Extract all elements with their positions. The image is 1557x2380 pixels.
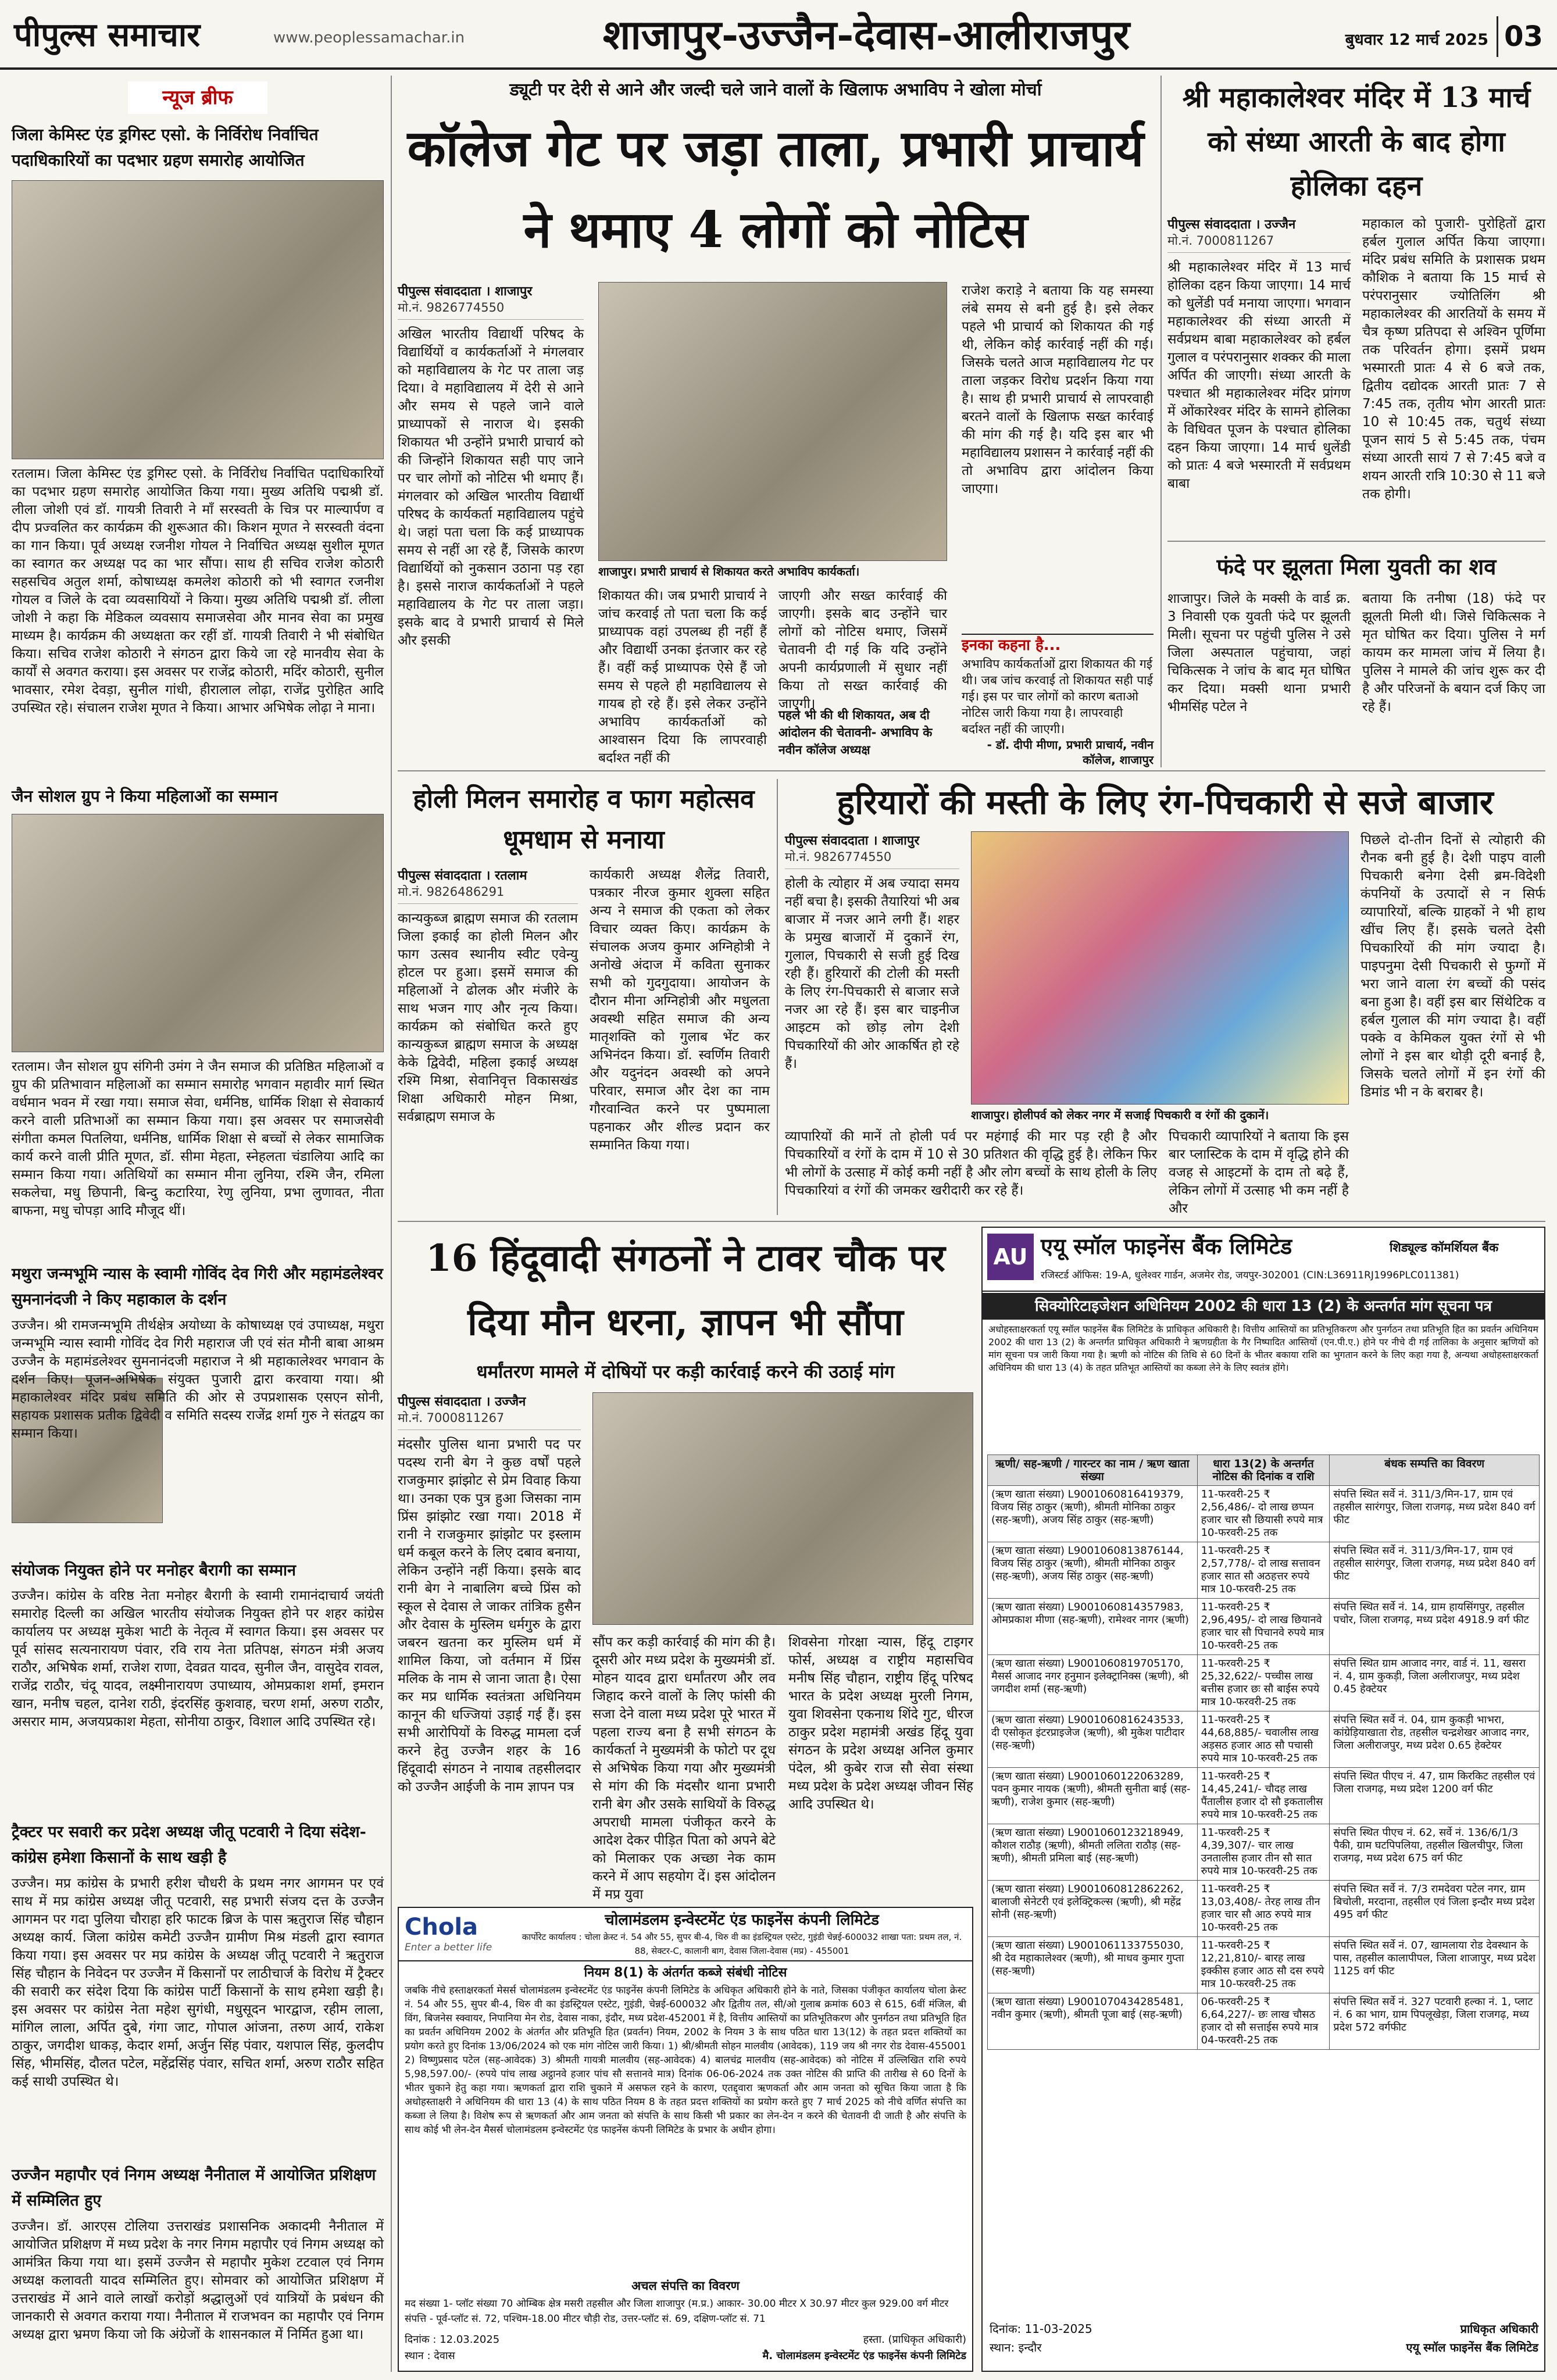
holi-milan-byline [398,866,578,907]
page-number: 03 [1497,16,1549,57]
table-row: (ऋण खाता संख्या) L9001060812862262, बालाजी सेनेटरी एवं इलेक्ट्रिकल्स (ऋणी), श्री महेंद्र सोनी (सह-ऋणी) 11-फरवरी-25 ₹ 13,03,408/- तेरह लाख तीन हजार चार सौ आठ रुपये मात्र 10-फरवरी-25 तक संपत्ति स्थित सर्वे नं. 7/3 रामदेवरा पटेल नगर, ग्राम बिचोली, मरदाना, तहसील एवं जिला इन्दौर मध्य प्रदेश 495 वर्ग फीट [988,1881,1540,1937]
chola-place: स्थान : देवास [405,2350,455,2362]
holi-milan-col-1: कान्यकुब्ज ब्राह्मण समाज की रतलाम जिला इकाई का होली मिलन और फाग उत्सव स्थानीय स्वीट एवेन्यु होटल पर हुआ। इसमें समाज की महिलाओं ने ढोलक और मंजीरे के साथ भजन गाए और नृत्य किया। कार्यक्रम को संबोधित करते हुए कान्यकुब्ज ब्राह्मण समाज के अध्यक्ष केके द्विवेदी, महिला इकाई अध्यक्ष रश्मि मिश्रा, सेवानिवृत्त विकासखंड शिक्षा अधिकारी मोहन मिश्रा, सर्वब्राह्मण समाज के [398,911,578,1124]
au-bank-footer-date: दिनांक: 11-03-2025 [990,2322,1092,2336]
chola-company-sign: मै. चोलामंडलम इन्वेस्टमेंट एंड फाइनेंस कंपनी लिमिटेड [762,2350,966,2362]
masthead-date: बुधवार 12 मार्च 2025 [1345,31,1488,49]
woman-story [1167,549,1545,764]
brief-photo-jain [12,814,384,1052]
lead-photo [598,282,947,561]
lead-byline [398,282,584,323]
tower-chowk-story [398,1227,973,1901]
au-bank-footer-place: स्थान: इन्दौर [990,2340,1042,2354]
lead-photo-caption: शाजापुर। प्रभारी प्राचार्य से शिकायत करते अभाविप कार्यकर्ता। [598,564,860,578]
brief-body-chemist: रतलाम। जिला केमिस्ट एंड ड्रगिस्ट एसो. के निर्विरोध निर्वाचित पदाधिकारियों का पदभार ग्रहण समारोह आयोजित किया गया। मुख्य अतिथि पद्मश्री डॉ. लीला जोशी एवं डॉ. गायत्री तिवारी ने माँ सरस्वती के चित्र पर माल्यार्पण व दीप प्रज्वलित कर कार्यक्रम की शुरूआत की। किशन मूणत ने सरस्वती वंदना का गान किया। पूर्व अध्यक्ष रजनीश गोयल ने निर्वाचित अध्यक्ष सुशील मूणत का स्वागत कर अध्यक्ष पद का भार सौंपा। साथ ही सचिव राजेश कोठारी सहसचिव अतुल शर्मा, कोषाध्यक्ष कमलेश कोठारी को भी स्वागत रजनीश गोयल व जिले के दवा व्यवसायियों ने किया। मुख्य अतिथि पद्मश्री डॉ. लीला जोशी ने कहा कि मेडिकल व्यवसाय समाजसेवा और मानव सेवा का प्रमुख माध्यम है। कार्यक्रम की अध्यक्षता कर रहीं डॉ. गायत्री तिवारी ने भी संबोधित किया। सचिव राजेश कोठारी ने संगठन द्वारा किये जा रहे मानवीय सेवा के कार्यों से अवगत कराया। इस अवसर पर राजेंद्र कोठारी, मदिंर कोठारी, सुनील भावसार, रमेश देवड़ा, सुनील गांधी, हीरालाल लोढ़ा, राजेंद्र पुरोहित आदि उपस्थित रहे। संचालन राजेश मूणत ने किया। आभार अभिषेक लोढ़ा ने माना। [12,466,384,716]
chola-logo: Chola [405,1914,478,1941]
table-row: (ऋण खाता संख्या) L9001061133755030, श्री देव महाकालेश्वर (ऋणी), श्री माधव कुमार गुप्ता (सह-ऋणी) 11-फरवरी-25 ₹ 12,21,810/- बारह लाख इक्कीस हजार आठ सौ दस रुपये मात्र 10-फरवरी-25 तक संपत्ति स्थित सर्वे नं. 07, खामलाया रोड देवस्थान के पास, तहसील कालापीपल, जिला शाजापुर, मध्य प्रदेश 1125 वर्ग फीट [988,1937,1540,1993]
chola-property: मद संख्या 1- प्लॉट संख्या 70 ओम्बिक क्षेत्र मसरी तहसील और जिला शाजापुर (म.प्र.) आकार- 30.00 मीटर X 30.97 मीटर कुल 929.00 वर्ग मीटर संपत्ति - पूर्व-प्लॉट सं. 72, पश्चिम-18.00 मीटर चौड़ी रोड, उत्तर-प्लॉट सं. 69, दक्षिण-प्लॉट सं. 71 [405,2298,949,2325]
mahakal-byline [1167,215,1351,256]
huriyare-photo [971,831,1349,1105]
news-brief-column [12,76,384,2372]
lead-col-1: अखिल भारतीय विद्यार्थी परिषद के विद्यार्थियों व कार्यकर्ताओं ने मंगलवार को महाविद्यालय के गेट पर ताला जड़ दिया। वे महाविद्यालय में देरी से आने और समय से पहले जाने वाले प्राध्यापकों से नाराज थे। इसकी शिकायत भी उन्होंने प्रभारी प्राचार्य को की जिन्होंने शिकायत सही पाए जाने पर चार लोगों को नोटिस भी थमाए हैं। मंगलवार को अखिल भारतीय विद्यार्थी परिषद के कार्यकर्ता महाविद्यालय पहुंचे थे। जहां पता चला कि कई प्राध्यापक समय से नहीं आ रहे हैं, जिसके कारण विद्यार्थियों को नुकसान उठाना पड़ रहा है। इससे नाराज कार्यकर्ताओं ने पहले महाविद्यालय के गेट पर ताला जड़ा। इसके बाद वे प्रभारी प्राचार्य से मिले और इसकी [398,327,584,648]
mahakal-col-1: श्री महाकालेश्वर मंदिर में 13 मार्च होलिका दहन किया जाएगा। 14 मार्च को धुलेंडी पर्व मनाया जाएगा। भगवान महाकालेश्वर की संध्या आरती में सर्वप्रथम बाबा महाकालेश्वर को हर्बल गुलाल व परंपरानुसार शक्कर की माला अर्पित की जाएगी। संध्या आरती के पश्चात श्री महाकालेश्वर मंदिर प्रांगण में ओंकारेश्वर मंदिर के सामने होलिका के विधिवत पूजन के पश्चात होलिका दहन किया जाएगा। 14 मार्च धुलेंडी को प्रातः 4 बजे भस्मारती में सर्वप्रथम बाबा [1167,260,1351,491]
brief-body-mayor: उज्जैन। डॉ. आरएस टोलिया उत्तराखंड प्रशासनिक अकादमी नैनीताल में आयोजित प्रशिक्षण में मध्य प्रदेश के नगर निगम महापौर एवं निगम अध्यक्ष को आमंत्रित किया गया था। इसमें उज्जैन से महापौर मुकेश टटवाल एवं निगम अध्यक्ष कलावती यादव सम्मिलित हुए। सोमवार को आयोजित प्रशिक्षण में उत्तराखंड में आने वाले लाखों करोड़ों श्रद्धालुओं एवं यात्रियों के प्रबंधन की जानकारी से अवगत कराया गया। नैनीताल में राजभवन का महापौर एवं निगम अध्यक्ष द्वारा भ्रमण किया जो कि अंग्रेजों के शासनकाल में निर्मित हुआ था। [12,2219,384,2342]
chola-rule: नियम 8(1) के अंतर्गत कब्जे संबंधी नोटिस [584,1966,787,1980]
mahakal-story [1167,76,1545,535]
lead-col-3: जाएगी और सख्त कार्रवाई की जाएगी। इसके बाद उन्होंने चार लोगों को नोटिस थमाए, जिसमें चेतावनी दी गई कि यदि उन्होंने अपनी कार्यप्रणाली में सुधार नहीं किया तो सख्त कार्रवाई की जाएगी। [779,588,947,712]
mahakal-col-2: महाकाल को पुजारी- पुरोहितों द्वारा हर्बल गुलाल अर्पित किया जाएगा। मंदिर प्रबंध समिति के प्रशासक प्रथम कौशिक ने बताया कि 15 मार्च से परंपरानुसार ज्योतिलिंग श्री महाकालेश्वर की आरतियों के समय में चैत्र कृष्ण प्रतिपदा से अश्विन पूर्णिमा तक परिवर्तन होगा। इसमें प्रथम भस्मारती प्रातः 4 से 6 बजे तक, द्वितीय दद्योदक आरती प्रातः 7 से 7:45 तक, तृतीय भोग आरती प्रातः 10 से 10:45 तक, चतुर्थ संध्या पूजन सायं 5 से 5:45 तक, पंचम संध्या आरती सायं 7 से 7:45 बजे व शयन आरती रात्रि 10:30 से 11 बजे तक होगी। [1362,216,1545,502]
woman-col-2: बताया कि तनीषा (18) फंदे पर झूलती मिली थी। जिसे चिकित्सक ने मृत घोषित कर दिया। पुलिस ने मर्ग कायम कर मामला जांच में लिया है। पुलिस ने मामले की जांच शुरू कर दी है और परिजनों के बयान दर्ज किए जा रहे हैं। [1362,591,1545,714]
holi-milan-headline: होली मिलन समारोह व फाग महोत्सव धूमधाम से मनाया [413,784,755,855]
lead-box-body: अभाविप कार्यकर्ताओं द्वारा शिकायत की गई थी। जब जांच करवाई तो शिकायत सही पाई गई। इस पर चार लोगों को कारण बताओ नोटिस जारी किया गया है। लापरवाही बर्दाश्त नहीं की जाएगी। [962,657,1153,736]
table-row: (ऋण खाता संख्या) L9001060123218949, कौशल राठौड़ (ऋणी), श्रीमती ललिता राठौड़ (सह-ऋणी), श्रीमती प्रमिला बाई (सह-ऋणी) 11-फरवरी-25 ₹ 4,39,307/- चार लाख उनतालीस हजार तीन सौ सात रुपये मात्र 10-फरवरी-25 तक संपत्ति स्थित पीएच नं. 62, सर्वे नं. 136/6/1/3 पैकी, ग्राम घटपिपलिया, तहसील खिलचीपुर, जिला राजगढ़, मध्य प्रदेश 675 वर्ग फीट [988,1824,1540,1881]
chola-tagline: Enter a better life [405,1942,492,1953]
huriyare-photo-caption: शाजापुर। होलीपर्व को लेकर नगर में सजाई पिचकारी व रंगों की दुकानें। [971,1108,1269,1122]
tower-chowk-col-1: मंदसौर पुलिस थाना प्रभारी पद पर पदस्थ रानी बेग ने कुछ वर्षों पहले राजकुमार झांझोट से प्रेम विवाह किया था। उनका एक पुत्र हुआ जिसका नाम प्रिंस झांझोट रखा गया। 2018 में रानी ने राजकुमार झांझोट पर इस्लाम धर्म कबूल करने के लिए दबाव बनाया, लेकिन उन्होंने नहीं किया। इसके बाद रानी बेग ने नाबालिग बच्चे प्रिंस को स्कूल से देवास ले जाकर तांत्रिक हुसैन और देवास के मुस्लिम धर्मगुरु के द्वारा जबरन खतना कर मुस्लिम धर्म में शामिल किया, जो वर्तमान में प्रिंस मलिक के नाम से जाना जाता है। ऐसा कर मप्र धार्मिक स्वतंत्रता अधिनियम कानून की धज्जियां उड़ाई गई हैं। इस सभी आरोपियों के विरुद्ध मामला दर्ज करने हेतु उज्जैन शहर के 16 हिंदूवादी संगठन ने नायाब तहसीलदार को उज्जैन आईजी के नाम ज्ञापन पत्र [398,1437,581,1795]
news-brief-label: न्यूज ब्रीफ [128,81,267,114]
tower-chowk-byline [398,1392,581,1433]
chola-header [399,1908,972,1961]
brief-body-bairagi: उज्जैन। कांग्रेस के वरिष्ठ नेता मनोहर बैरागी के स्वामी रामानंदाचार्य जयंती समारोह दिल्ली का अखिल भारतीय संयोजक नियुक्त होने पर शहर कांग्रेस कार्यालय पर अध्यक्ष मुकेश भाटी के नेतृत्व में स्वागत किया। इस अवसर पर पूर्व सांसद सत्यनारायण पंवार, रवि राय नेता प्रतिपक्ष, संगठन मंत्री अजय राठौर, अभिषेक शर्मा, राजेश राणा, देवव्रत यादव, सुनील जैन, वासुदेव रावल, राजेंद्र राठौर, चंदू यादव, लक्ष्मीनारायण उपाध्याय, ओमप्रकाश शर्मा, इमरान खान, मनीष चहल, दानेश राठी, इंदरसिंह कुशवाह, चरण शर्मा, अरुण राठौर, असरार माम, अजयप्रकाश मेहता, सोनीया ठाकुर, विशाल आदि उपस्थित रहे। [12,1588,384,1729]
huriyare-byline-name: पीपुल्स संवाददाता । शाजापुर [785,834,920,848]
chola-officer: हस्ता. (प्राधिकृत अधिकारी) [863,2333,966,2346]
au-col-notice: धारा 13(2) के अन्तर्गत नोटिस की दिनांक व राशि [1197,1455,1330,1486]
tower-chowk-byline-name: पीपुल्स संवाददाता । उज्जैन [398,1395,526,1409]
brief-headline-mayor: उज्जैन महापौर एवं निगम अध्यक्ष नैनीताल में आयोजित प्रशिक्षण में सम्मिलित हुए [12,2166,376,2210]
tower-chowk-photo [592,1392,973,1625]
brief-body-mathura: उज्जैन। श्री रामजन्मभूमि तीर्थक्षेत्र अयोध्या के कोषाध्यक्ष एवं उपाध्यक्ष, मथुरा जन्मभूमि न्यास स्वामी गोविंद देव गिरी महाराज जी एवं संत मौनी बाबा आश्रम उज्जैन के महामंडलेश्वर सुमनानंदजी महाराज ने श्री महाकालेश्वर भगवान के दर्शन किए। पूजन-अभिषेक संयुक्त पुजारी द्वारा करवाया गया। श्री महाकालेश्वर मंदिर प्रबंध समिति की ओर से उपप्रशासक एसएन सोनी, सहायक प्रशासक प्रतीक द्विवेदी व समिति सदस्य राजेंद्र शर्मा गुरु ने संतद्वय का सम्मान किया। [12,1318,384,1441]
lead-byline-name: पीपुल्स संवाददाता । शाजापुर [398,284,533,299]
tower-chowk-col-2: सौंप कर कड़ी कार्रवाई की मांग की है। दूसरी ओर मध्य प्रदेश के मुख्यमंत्री डॉ. मोहन यादव द्वारा धर्मांतरण और लव जिहाद करने वालों के लिए फांसी की सजा देने वाला मध्य प्रदेश पूरे भारत में पहला राज्य बना है सभी संगठन के कार्यकर्ता ने मुख्यमंत्री के फोटो पर दूध से अभिषेक किया गया और मुख्यमंत्री से मांग की कि मंदसौर थाना प्रभारी रानी बेग और उसके साथियों के विरुद्ध अपराधी मामला पंजीकृत करने के आदेश देकर पीड़ित पिता को अपने बेटे को मिलाकर एक अच्छा नेक काम करने में आप सहयोग दें। इस आंदोलन में मप्र युवा [592,1635,776,1902]
table-row: (ऋण खाता संख्या) L9001070434285481, नवीन कुमार (ऋणी), श्रीमती पूजा बाई (सह-ऋणी) 06-फरवरी-25 ₹ 6,64,227/- छः लाख चौसठ हजार दो सौ सत्ताईस रुपये मात्र 04-फरवरी-25 तक संपत्ति स्थित सर्वे नं. 327 पटवारी हल्का नं. 1, प्लाट नं. 6 का भाग, ग्राम पिपलूखेड़ा, जिला राजगढ़, मध्य प्रदेश 572 वर्गफीट [988,1993,1540,2050]
au-col-borrower: ऋणी/ सह-ऋणी / गारन्टर का नाम / ऋण खाता संख्या [988,1455,1198,1486]
huriyare-headline: हुरियारों की मस्ती के लिए रंग-पिचकारी से सजे बाजार [837,782,1494,822]
au-bank-footer-officer: प्राधिकृत अधिकारी [1460,2322,1538,2336]
chola-date: दिनांक : 12.03.2025 [405,2333,500,2346]
lead-story [398,76,1154,767]
au-bank-tag: शिड्यूल्ड कॉमर्शियल बैंक [1390,1241,1499,1255]
masthead-logo[interactable]: पीपुल्स समाचार [14,16,201,54]
au-bank-footer-bank: एयू स्मॉल फाइनेंस बैंक लिमिटेड [1406,2340,1538,2354]
lead-quote: पहले भी की थी शिकायत, अब दी आंदोलन की चेतावनी- अभाविप के नवीन कॉलेज अध्यक्ष [779,708,933,757]
woman-col-1: शाजापुर। जिले के मक्सी के वार्ड क्र. 3 निवासी एक युवती फंदे पर झूलती मिली। सूचना पर पहुंची पुलिस ने उसे जिला अस्पताल पहुंचाया, जहां चिकित्सक ने जांच के बाद मृत घोषित कर दिया। मक्सी थाना प्रभारी भीमसिंह पटेल ने [1167,591,1351,714]
column-divider-right [1160,76,1162,767]
au-bank-table [987,1455,1540,2050]
chola-property-title: अचल संपत्ति का विवरण [631,2279,740,2293]
chola-name: चोलामंडलम इन्वेस्टमेंट एंड फाइनेंस कंपनी लिमिटेड [605,1911,879,1929]
divider-woman-story [1167,541,1545,542]
woman-headline: फंदे पर झूलता मिला युवती का शव [1216,553,1497,580]
au-bank-table-header [988,1455,1540,1486]
au-bank-office: रजिस्टर्ड ऑफिस: 19-A, धुलेश्वर गार्डन, अजमेर रोड, जयपुर-302001 (CIN:L36911RJ1996PLC011381) [1041,1270,1459,1281]
huriyare-col-1: होली के त्योहार में अब ज्यादा समय नहीं बचा है। इसकी तैयारियां भी अब बाजार में नजर आने लगी हैं। शहर के प्रमुख बाजारों में दुकानें रंग, गुलाल, पिचकारी से सजी हुई दिख रही हैं। हुरियारों की टोली की मस्ती के लिए रंग-पिचकारी से बाजार सजे नजर आ रहे हैं। इस बार चाइनीज आइटम को छोड़ लोग देशी पिचकारियों की ओर आकर्षित हो रहे हैं। [785,876,959,1071]
masthead [0,0,1557,70]
huriyare-byline [785,831,959,872]
au-bank-notice-title: सिक्योरिटाइजेशन अधिनियम 2002 की धारा 13 (2) के अन्तर्गत मांग सूचना पत्र [983,1293,1544,1320]
au-col-property: बंधक सम्पत्ति का विवरण [1330,1455,1540,1486]
brief-headline-mathura: मथुरा जन्मभूमि न्यास के स्वामी गोविंद देव गिरी और महामंडलेश्वर सुमनानंदजी ने किए महाकाल के दर्शन [12,1265,383,1309]
brief-headline-bairagi: संयोजक नियुक्त होने पर मनोहर बैरागी का सम्मान [12,1561,296,1579]
lead-headline: कॉलेज गेट पर जड़ा ताला, प्रभारी प्राचार्य ने थमाए 4 लोगों को नोटिस [407,119,1144,259]
tower-chowk-col-3: शिवसेना गोरक्षा न्यास, हिंदू टाइगर फोर्स, अध्यक्ष व राष्ट्रीय महासचिव मनीष सिंह चौहान, राष्ट्रीय हिंदू परिषद भारत के प्रदेश अध्यक्ष मुरली निगम, युवा शिवसेना एकनाथ शिंदे गुट, धीरज ठाकुर प्रदेश महामंत्री अखंड हिंदू युवा संगठन के प्रदेश अध्यक्ष अनिल कुमार पंदेल, श्री कुबेर राज सौ सेवा संस्था मध्य प्रदेश के प्रदेश अध्यक्ष जीवन सिंह आदि उपस्थित थे। [788,1635,973,1812]
chola-body: जबकि नीचे हस्ताक्षरकर्ता मेसर्स चोलामंडलम इन्वेस्टमेंट एंड फाइनेंस कंपनी लिमिटेड के अधिकृत अधिकारी होने के नाते, जिसका पंजीकृत कार्यालय चोला क्रेस्ट नं. 54 और 55, सुपर बी-4, थिरु वी का इंडस्ट्रियल एस्टेट, गुइंडी, चेन्नई-600032 और द्वितीय तल, सी/ओ गुलाब क्रमांक 603 से 615, 6वीं मंजिल, बी विंग, बिजनेस स्क्वायर, निपानिया मेन रोड, देवास नाका, इंदौर, मध्य प्रदेश-452001 में है, वित्तीय आस्तियों का प्रतिभूतिकरण और पुनर्गठन तथा प्रतिभूति हित का प्रवर्तन अधिनियम 2002 के अंतर्गत और प्रतिभूति हित (प्रवर्तन) नियम, 2002 के नियम 3 के साथ पठित धारा 13(12) के तहत प्रदत्त शक्तियों का प्रयोग करते हुए दिनांक 13/06/2024 को एक मांग नोटिस जारी किया। 1) श्री/श्रीमती सोहन मालवीय (आवेदक), 119 जय श्री नगर रोड देवास-455001 2) विष्णुप्रसाद पटेल (सह-आवेदक) 3) श्रीमती गायत्री मालवीय (सह-आवेदक) 4) बालचंद्र मालवीय (सह-आवेदक) को नोटिस में उल्लिखित राशि रुपये 5,98,597.00/- (रुपये पांच लाख अट्ठानवे हजार पांच सौ सत्तानवे मात्र) दिनांक 06-06-2024 तक उक्त नोटिस की प्राप्ति की तारीख से 60 दिनों के भीतर चुकाने हेतु कहा गया। ऋणकर्ता द्वारा राशि चुकाने में असफल रहने के कारण, एतद्द्वारा ऋणकर्ता और आम जनता को सूचित किया जाता है कि अधोहस्ताक्षरी ने अधिनियम की धारा 13 (4) के साथ पठित नियम 8 के तहत प्रदत्त शक्तियों का प्रयोग करते हुए 7 मार्च 2025 को नीचे वर्णित संपत्ति का कब्जा ले लिया है। विशेष रूप से ऋणकर्ता और आम जनता को संपत्ति के साथ किसी भी प्रकार का लेन-देन न करने की चेतावनी दी जाती है और संपत्ति के साथ कोई भी लेन-देन मैसर्स चोलामंडलम इन्वेस्टमेंट एंड फाइनेंस कंपनी लिमिटेड के प्रभार के अधीन होगा। [405,1985,966,2136]
divider-mid [398,770,1545,771]
holi-milan-col-2: कार्यकारी अध्यक्ष शैलेंद्र तिवारी, पत्रकार नीरज कुमार शुक्ला सहित अन्य ने समाज की एकता को लेकर विचार व्यक्त किए। कार्यक्रम के संचालक अजय कुमार अग्निहोत्री ने अनोखे अंदाज में कविता सुनाकर सभी को गुदगुदाया। आयोजन के दौरान मीना अग्निहोत्री और मधुलता अवस्थी सहित समाज की अन्य मातृशक्ति को गुलाब भेंट कर अभिनंदन किया। डॉ. स्वर्णिम तिवारी और यदुनंदन अवस्थी को अपने परिवार, समाज और देश का नाम गौरवान्वित करने पर पुष्पमाला पहनाकर और शील्ड प्रदान कर सम्मानित किया गया। [590,867,770,1153]
brief-photo-chemist [12,180,384,459]
huriyare-story [785,779,1545,1215]
tower-chowk-deck: धर्मांतरण मामले में दोषियों पर कड़ी कार्रवाई करने की उठाई मांग [476,1361,895,1382]
tower-chowk-headline: 16 हिंदूवादी संगठनों ने टावर चौक पर दिया मौन धरना, ज्ञापन भी सौंपा [426,1237,945,1344]
lead-box-title: इनका कहना है... [962,637,1061,654]
lead-box [962,634,1154,767]
mahakal-headline: श्री महाकालेश्वर मंदिर में 13 मार्च को संध्या आरती के बाद होगा होलिका दहन [1182,81,1531,202]
lead-col-4: राजेश कराड़े ने बताया कि यह समस्या लंबे समय से बनी हुई है। इसे लेकर पहले भी प्राचार्य को शिकायत की गई थी, लेकिन कोई कार्रवाई नहीं की गई। जिसके चलते आज महाविद्यालय गेट पर ताला जड़कर विरोध प्रदर्शन किया गया है। साथ ही प्रभारी प्राचार्य से लापरवाही बरतने वालों के खिलाफ सख्त कार्रवाई की मांग की गई है। यदि इस बार भी महाविद्यालय प्रशासन ने कार्रवाई नहीं की तो अभाविप द्वारा आंदोलन किया जाएगा। [962,283,1154,496]
mahakal-byline-name: पीपुल्स संवाददाता । उज्जैन [1167,217,1296,232]
huriyare-byline-mobile: मो.नं. 9826774550 [785,850,892,864]
divider-lower [398,1221,1545,1222]
tower-chowk-byline-mobile: मो.नं. 7000811267 [398,1411,505,1425]
chola-notice [398,1907,973,2372]
lead-box-sign: - डॉ. दीपी मीणा, प्रभारी प्राचार्य, नवीन कॉलेज, शाजापुर [987,738,1154,767]
masthead-website[interactable]: www.peoplessamachar.in [273,29,465,47]
au-bank-notice [981,1227,1545,2372]
au-bank-name: एयू स्मॉल फाइनेंस बैंक लिमिटेड [1041,1234,1292,1259]
au-bank-table-wrap [987,1455,1540,2309]
table-row: (ऋण खाता संख्या) L9001060814357983, ओमप्रकाश मीणा (सह-ऋणी), रामेश्वर नागर (ऋणी) 11-फरवरी-25 ₹ 2,96,495/- दो लाख छियानवे हजार चार सौ पिचानवे रुपये मात्र 10-फरवरी-25 तक संपत्ति स्थित सर्वे नं. 14, ग्राम हायसिंगपुर, तहसील पचोर, जिला राजगढ़, मध्य प्रदेश 4918.9 वर्ग फीट [988,1599,1540,1655]
table-row: (ऋण खाता संख्या) L9001060813876144, विजय सिंह ठाकुर (ऋणी), श्रीमती मोनिका ठाकुर (सह-ऋणी), अजय सिंह ठाकुर (सह-ऋणी) 11-फरवरी-25 ₹ 2,57,778/- दो लाख सत्तावन हजार सात सौ अठहत्तर रुपये मात्र 10-फरवरी-25 तक संपत्ति स्थित सर्वे नं. 311/3/मिन-17, ग्राम एवं तहसील सारंगपुर, जिला राजगढ़, मध्य प्रदेश 840 वर्ग फीट [988,1542,1540,1599]
chola-address: कार्पोरेट कार्यालय : चोला क्रेस्ट नं. 54 और 55, सुपर बी-4, थिरु वी का इंडस्ट्रियल एस्टेट, गुइंडी चेन्नई-600032 शाखा पता: प्रथम तल, नं. 88, सेक्टर-C, कालानी बाग, देवास जिला-देवास (मप्र) - 455001 [522,1932,962,1956]
au-bank-header [983,1228,1544,1292]
brief-headline-jain: जैन सोशल ग्रुप ने किया महिलाओं का सम्मान [12,787,278,806]
lead-byline-mobile: मो.नं. 9826774550 [398,301,505,315]
huriyare-col-2: व्यापारियों की मानें तो होली पर्व पर महंगाई की मार पड़ रही है और पिचकारियों व रंगों के दाम में 10 से 30 प्रतिशत की वृद्धि हुई है। लेकिन फिर भी लोगों के उत्साह में कोई कमी नहीं है और लोग बच्चों के साथ होली के लिए पिचकारियां व रंगों की जमकर खरीदारी कर रहे हैं। [785,1129,1157,1198]
lead-kicker: ड्यूटी पर देरी से आने और जल्दी चले जाने वालों के खिलाफ अभाविप ने खोला मोर्चा [509,80,1042,100]
brief-headline-patwari: ट्रैक्टर पर सवारी कर प्रदेश अध्यक्ष जीतू पटवारी ने दिया संदेश- कांग्रेस हमेशा किसानों के साथ खड़ी है [12,1823,366,1867]
divider-holi [777,779,778,1215]
au-bank-logo: AU [987,1234,1034,1280]
mahakal-byline-mobile: मो.नं. 7000811267 [1167,234,1274,248]
masthead-region: शाजापुर-उज्जैन-देवास-आलीराजपुर [602,10,1130,59]
brief-body-jain: रतलाम। जैन सोशल ग्रुप संगिनी उमंग ने जैन समाज की प्रतिष्ठित महिलाओं व ग्रुप की प्रतिभावान महिलाओं का सम्मान समारोह भगवान महावीर मार्ग स्थित वर्धमान भवन में रखा गया। समाज सेवा, धर्मनिष्ठ, धार्मिक शिक्षा से सेवाकार्य करने वाली प्रतिभाओं का सम्मान किया गया। इस अवसर पर समाजसेवी संगीता कमल पितलिया, धर्मनिष्ठ, धार्मिक शिक्षा से बच्चों से लेकर सामाजिक कार्य करने वाली प्रीति मूणत, डॉ. सीमा मेहता, स्नेहलता चंडालिया आदि का सम्मान किया गया। अतिथियों का सम्मान मीना लुनिया, रश्मि जैन, रमिला सकलेचा, मधु छिपानी, बिन्दु कटारिया, रेणु लुनिया, प्रभा लुणावत, नीता बाफना, मधु चोपड़ा आदि मौजूद थीं। [12,1059,384,1218]
table-row: (ऋण खाता संख्या) L9001060122063289, पवन कुमार नायक (ऋणी), श्रीमती सुनीता बाई (सह-ऋणी), राजेश कुमार (सह-ऋणी) 11-फरवरी-25 ₹ 14,45,241/- चौदह लाख पैंतालीस हजार दो सौ इकतालीस रुपये मात्र 10-फरवरी-25 तक संपत्ति स्थित पीएच नं. 47, ग्राम किरकिट तहसील एवं जिला राजगढ़, मध्य प्रदेश 1200 वर्ग फीट [988,1768,1540,1824]
brief-body-patwari: उज्जैन। मप्र कांग्रेस के प्रभारी हरीश चौधरी के प्रथम नगर आगमन पर एवं साथ में मप्र कांग्रेस अध्यक्ष जीतू पटवारी, सह प्रभारी संजय दत्त के उज्जैन आगमन पर गदा पुलिया चौराहा हरि फाटक ब्रिज के पास ऋतुराज सिंह चौहान अध्यक्ष कार्य. जिला कांग्रेस कमेटी उज्जैन ग्रामीण मिश्र मंडली द्वारा स्वागत किया गया। इस अवसर पर मप्र कांग्रेस के अध्यक्ष जीतू पटवारी ने ऋतुराज सिंह चौहान के निवेदन पर उज्जैन में किसानों पर लाठीचार्ज के विरोध में ट्रैक्टर की सवारी कर संदेश दिया कि कांग्रेस पार्टी किसानों के साथ हमेशा खड़ी है। इस अवसर पर कांग्रेस नेता महेश सुगंधी, मधुसूदन भारद्वाज, रहीम लाला, मांगिल लाला, अर्पित दुबे, गंगा जाट, गोपाल आंजना, तरुण आर्य, राकेश ठाकुर, जगदीश धाकड़, केदार शर्मा, अर्जुन सिंह पंवार, यशपाल सिंह, कुलदीप सिंह, भीमसिंह, दौलत पटेल, महेंद्रसिंह पंवार, सचित शर्मा, अरुण राठौर सहित कई साथी उपस्थित थे। [12,1876,384,2089]
table-row: (ऋण खाता संख्या) L9001060816419379, विजय सिंह ठाकुर (ऋणी), श्रीमती मोनिका ठाकुर (सह-ऋणी), अजय सिंह ठाकुर (सह-ऋणी) 11-फरवरी-25 ₹ 2,56,486/- दो लाख छप्पन हजार चार सौ छियासी रुपये मात्र 10-फरवरी-25 तक संपत्ति स्थित सर्वे नं. 311/3/मिन-17, ग्राम एवं तहसील सारंगपुर, जिला राजगढ़, मध्य प्रदेश 840 वर्ग फीट [988,1486,1540,1542]
holi-milan-story [398,779,770,1215]
au-bank-intro: अधोहस्ताक्षरकर्ता एयू स्मॉल फाइनेंस बैंक लिमिटेड के प्राधिकृत अधिकारी है। वित्तीय आस्तियों का प्रतिभूतिकरण और पुनर्गठन तथा प्रतिभूति हित का प्रवर्तन अधिनियम 2002 की धारा 13 (2) के अन्तर्गत प्राधिकृत अधिकारी ने ऋणग्रहीता के गैर निष्पादित आस्तियों (एन.पी.ए.) होने पर नीचे दी गई तालिका के अनुसार ऋणियों को मांग सूचना पत्र जारी किया गया है। ऋणी को नोटिस की तिथि से 60 दिनों के भीतर बकाया राशि का भुगतान करने के लिए कहा गया है, अन्यथा अधोहस्ताक्षरकर्ता अधिनियम की धारा 13 (4) के तहत प्रतिभूत आस्तियों का कब्जा लेने के लिए स्वतंत्र होंगे। [988,1324,1538,1373]
huriyare-col-4: पिछले दो-तीन दिनों से त्योहारी की रौनक बनी हुई है। देशी पाइप वाली पिचकारी बनेगा देसी ब्रम-विदेशी कंपनियों के उत्पादों से न सिर्फ व्यापारियों, बल्कि ग्राहकों ने भी हाथ खींच लिए हैं। इसके चलते देसी पिचकारियों की मांग ज्यादा है। पाइपनुमा देसी पिचकारी से फुग्गों में भरा जाने वाला रंग बच्चों की पसंद बना हुआ है। वहीं इस बार सिंथेटिक व हर्बल गुलाल की मांग ज्यादा है। वहीं पक्के व केमिकल युक्त रंगों से भी लोगों ने इस बार थोड़ी दूरी बनाई है, जिसके चलते लोगों में इन रंगों की डिमांड भी न के बराबर है। [1360,832,1545,1100]
holi-milan-byline-name: पीपुल्स संवाददाता । रतलाम [398,869,527,883]
column-divider-left [391,76,392,2372]
brief-headline-chemist: जिला केमिस्ट एंड ड्रगिस्ट एसो. के निर्विरोध निर्वाचित पदाधिकारियों का पदभार ग्रहण समारोह आयोजित [12,125,319,170]
table-row: (ऋण खाता संख्या) L9001060819705170, मैसर्स आजाद नगर हनुमान इलेक्ट्रानिक्स (ऋणी), श्री जगदीश शर्मा (सह-ऋणी) 11-फरवरी-25 ₹ 25,32,622/- पच्चीस लाख बत्तीस हजार छः सौ बाईस रुपये मात्र 10-फरवरी-25 तक संपत्ति स्थित ग्राम आजाद नगर, वार्ड नं. 11, खसरा नं. 4, ग्राम कुकड़ी, जिला अलीराजपुर, मध्य प्रदेश 0.45 हेक्टेयर [988,1655,1540,1711]
table-row: (ऋण खाता संख्या) L9001060816243533, दी एसोकृत इंटरप्राइजेज (ऋणी), श्री मुकेश पाटीदार (सह-ऋणी) 11-फरवरी-25 ₹ 44,68,885/- चवालीस लाख अड़सठ हजार आठ सौ पचासी रुपये मात्र 10-फरवरी-25 तक संपत्ति स्थित सर्वे नं. 04, ग्राम कुकड़ी भाभरा, कांग्रेड़ियाखाता रोड, तहसील चन्द्रशेखर आजाद नगर, जिला अलीराजपुर, मध्य प्रदेश 0.65 हेक्टेयर [988,1711,1540,1768]
huriyare-col-3: पिचकारी व्यापारियों ने बताया कि इस बार प्लास्टिक के दाम में वृद्धि होने की वजह से आइटमों के दाम तो बढ़े हैं, लेकिन लोगों में उत्साह भी कम नहीं है और [1169,1129,1349,1216]
lead-col-2: शिकायत की। जब प्रभारी प्राचार्य ने जांच करवाई तो पता चला कि कई प्राध्यापक वहां उपलब्ध ही नहीं हैं और विद्यार्थी उनका इंतजार कर रहे हैं। वहीं कई प्राध्यापक ऐसे हैं जो समय से पहले ही महाविद्यालय से गायब हो रहे हैं। इसे लेकर उन्होंने अभाविप कार्यकर्ताओं को आश्वासन दिया कि लापरवाही बर्दाश्त नहीं की [598,588,767,766]
holi-milan-byline-mobile: मो.नं. 9826486291 [398,885,505,899]
